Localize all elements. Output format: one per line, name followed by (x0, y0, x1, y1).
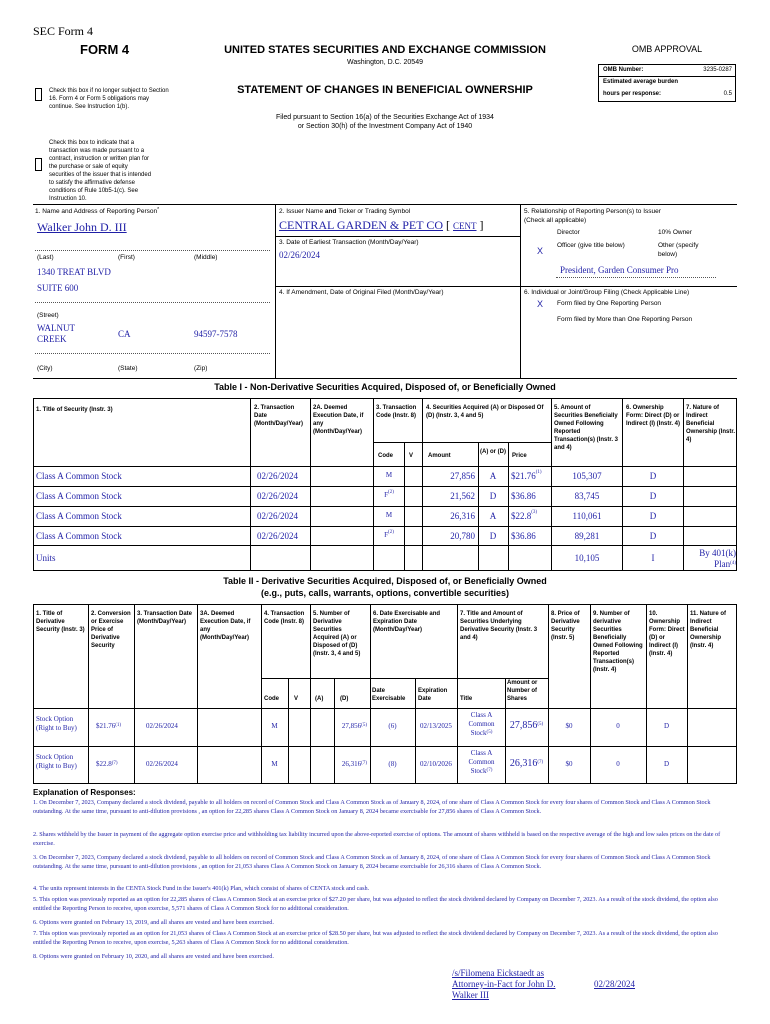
transaction-code: M (385, 511, 393, 519)
commission-name: UNITED STATES SECURITIES AND EXCHANGE COMMISSION (224, 44, 546, 56)
one-person-option[interactable]: Form filed by One Reporting Person (557, 300, 662, 307)
explanation-item: 6. Options were granted on February 13, 2019, and all shares are vested and have been exercised. (33, 919, 274, 926)
nature-of-ownership: By 401(k) Plan$^{(4)}$ (699, 548, 736, 569)
transaction-date: 02/26/2024 (146, 760, 178, 768)
price: $22.8$^{(3)}$ (511, 510, 538, 521)
middle-label: (Middle) (194, 254, 218, 261)
t2-subheader-date-exercisable: Date Exercisable (372, 688, 406, 702)
t2-header-title: 1. Title of Derivative Security (Instr. 3) (36, 611, 85, 633)
explanation-title: Explanation of Responses: (33, 788, 136, 797)
t2-subheader-d: (D) (340, 696, 349, 702)
t2-subheader-code: Code (264, 696, 279, 702)
box4-label: 4. If Amendment, Date of Original Filed (Month/Day/Year) (279, 289, 444, 296)
box5-label: 5. Relationship of Reporting Person(s) to Issuer (524, 208, 661, 215)
zip-label: (Zip) (194, 365, 208, 372)
t2-header-underlying: 7. Title and Amount of Securities Underlying Derivative Security (Instr. 3 and 4) (460, 611, 538, 641)
t1-subheader-a-or-d: (A) or (D) (480, 449, 506, 455)
transaction-code: M (271, 760, 278, 768)
box6-label: 6. Individual or Joint/Group Filing (Check Applicable Line) (524, 289, 690, 296)
amount: 26,316 (450, 511, 475, 521)
derivatives-owned: 0 (616, 722, 620, 730)
filed-pursuant-2: or Section 30(h) of the Investment Company Act of 1940 (297, 123, 473, 130)
price: $36.86 (511, 491, 536, 501)
t1-header-nature: 7. Nature of Indirect Beneficial Ownership (Instr. 4) (686, 405, 736, 443)
form-title: FORM 4 (80, 42, 130, 57)
derivative-price: $0 (565, 760, 573, 768)
section16-checkbox[interactable] (35, 88, 42, 101)
t2-header-exercisable: 6. Date Exercisable and Expiration Date (Month/Day/Year) (373, 611, 441, 633)
ownership-form: D (663, 722, 670, 730)
ownership-form: D (663, 760, 670, 768)
underlying-title: Class A Common Stock$^{(5)}$ (468, 711, 495, 737)
transaction-code: M (385, 471, 393, 479)
ticker-symbol[interactable]: CENT (453, 221, 477, 231)
disposed-amount: 27,856$^{(5)}$ (341, 722, 367, 730)
omb-hours-value: 0.5 (723, 91, 732, 97)
security-title: Class A Common Stock (36, 531, 122, 541)
explanation-item: 5. This option was previously reported as an option for 22,285 shares of Class A Common Stock at an exercise price of $27.20 per share, but was adjusted to reflect the stock dividend declared by Company on December 7, 2023. As a result of the stock dividend, the option also entitled the Reporting Person to receive, upon exercise, 5,571 shares of Class A Common Stock for no additional consideration. (33, 896, 718, 912)
transaction-date: 02/26/2024 (257, 511, 299, 521)
amount-owned: 10,105 (574, 553, 600, 563)
t2-subheader-amount: Amount or Number of Shares (507, 680, 538, 702)
street-label: (Street) (37, 312, 59, 319)
expiration-date: 02/10/2026 (420, 760, 452, 768)
t1-header-ownership: 6. Ownership Form: Direct (D) or Indirect (I) (Instr. 4) (626, 405, 681, 427)
t1-subheader-amount: Amount (428, 453, 451, 459)
amount-owned: 105,307 (572, 471, 602, 481)
price: $21.76$^{(1)}$ (511, 470, 542, 481)
security-title: Class A Common Stock (36, 511, 122, 521)
ownership-form: I (651, 553, 655, 563)
t1-header-date: 2. Transaction Date (Month/Day/Year) (254, 405, 304, 427)
explanation-item: 4. The units represent interests in the CENTA Stock Fund in the Issuer's 401(k) Plan, which consist of shares of CENTA stock and cash. (33, 885, 370, 892)
table2-title: Table II - Derivative Securities Acquired, Disposed of, or Beneficially Owned (223, 576, 547, 586)
t2-subheader-a: (A) (315, 696, 324, 702)
street-line-2: SUITE 600 (37, 283, 79, 293)
street-line-1: 1340 TREAT BLVD (37, 267, 111, 277)
amount: 20,780 (450, 531, 475, 541)
officer-option[interactable]: Officer (give title below) (557, 242, 625, 249)
explanation-item: 8. Options were granted on February 10, 2020, and all shares are vested and have been exercised. (33, 953, 274, 960)
rule10b51-checkbox-label: Check this box to indicate that a transaction was made pursuant to a contract, instruction or written plan for the purchase or sale of equity securities of the issuer that is intended to satisfy the affirmative defense conditions of Rule 10b5-1(c). See Instruction 10. (49, 140, 152, 202)
t2-header-code: 4. Transaction Code (Instr. 8) (264, 611, 305, 625)
omb-title: OMB APPROVAL (631, 44, 703, 54)
price: $36.86 (511, 531, 536, 541)
derivatives-owned: 0 (616, 760, 620, 768)
first-label: (First) (118, 254, 135, 261)
ten-percent-owner-option[interactable]: 10% Owner (658, 229, 692, 236)
date-exercisable: (8) (388, 760, 397, 768)
box2-label: 2. Issuer Name and Ticker or Trading Symbol (279, 208, 411, 215)
section16-checkbox-label: Check this box if no longer subject to Section 16. Form 4 or Form 5 obligations may continue. See Instruction 1(b). (49, 88, 169, 110)
box5-label-2: (Check all applicable) (524, 217, 587, 224)
commission-location: Washington, D.C. 20549 (346, 59, 423, 66)
omb-hours-label: hours per response: (603, 91, 662, 97)
t2-subheader-title: Title (460, 696, 473, 702)
ownership-form: D (649, 471, 657, 481)
explanation-item: 1. On December 7, 2023, Company declared a stock dividend, payable to all holders on record of Common Stock and Class A Common Stock as of January 8, 2024, of one share of Class A Common Stock for every four shares of Common Stock and Class A Common Stock outstanding. At the same time, pursuant to anti-dilution provisions , an option for 22,285 shares Class A Common Stock on January 8, 2024 became exercisable for 27,856 shares of Class A Common Stock. (33, 799, 711, 815)
box3-label: 3. Date of Earliest Transaction (Month/Day/Year) (279, 239, 419, 246)
transaction-date: 02/26/2024 (257, 471, 299, 481)
acquired-disposed: A (489, 511, 497, 521)
t2-subheader-expiration: Expiration Date (418, 688, 448, 702)
sec-form-label: SEC Form 4 (33, 24, 94, 38)
security-title: Class A Common Stock (36, 491, 122, 501)
underlying-title: Class A Common Stock$^{(7)}$ (468, 749, 495, 775)
omb-burden-label: Estimated average burden (603, 79, 679, 85)
rule10b51-checkbox[interactable] (35, 158, 42, 171)
issuer-name-text[interactable]: CENTRAL GARDEN & PET CO (279, 218, 444, 232)
conversion-price: $22.8$^{(7)}$ (96, 760, 118, 768)
zip-value: 94597-7578 (194, 329, 238, 339)
conversion-price: $21.76$^{(1)}$ (96, 722, 122, 730)
transaction-date: 02/26/2024 (257, 491, 299, 501)
derivative-price: $0 (565, 722, 573, 730)
t2-header-date: 3. Transaction Date (Month/Day/Year) (137, 611, 193, 625)
t1-subheader-code: Code (378, 453, 393, 459)
expiration-date: 02/13/2025 (420, 722, 452, 730)
issuer-name[interactable]: CENTRAL GARDEN & PET CO [ CENT ] (279, 218, 484, 232)
t2-header-number: 5. Number of Derivative Securities Acquired (A) or Disposed of (D) (Instr. 3, 4 and 5) (313, 611, 361, 657)
officer-title: President, Garden Consumer Pro (560, 265, 679, 275)
t1-header-amount-owned: 5. Amount of Securities Beneficially Owned Following Reported Transaction(s) (Instr. 3 and 4) (554, 405, 619, 451)
ownership-form: D (649, 531, 657, 541)
derivative-title: Stock Option (Right to Buy) (36, 753, 77, 770)
date-exercisable: (6) (388, 722, 397, 730)
reporting-person-name[interactable]: Walker John D. III (37, 220, 127, 234)
box1-label: 1. Name and Address of Reporting Person* (35, 207, 160, 215)
omb-number-label: OMB Number: (603, 67, 644, 73)
t2-header-deemed: 3A. Deemed Execution Date, if any (Month/Day/Year) (200, 611, 251, 641)
transaction-code: M (271, 722, 278, 730)
amount-owned: 110,061 (572, 511, 602, 521)
last-label: (Last) (37, 254, 54, 261)
transaction-code: $F^{(2)}$ (384, 530, 394, 539)
security-title: Units (36, 553, 56, 563)
statement-title: STATEMENT OF CHANGES IN BENEFICIAL OWNERSHIP (237, 84, 533, 96)
state-label: (State) (118, 365, 138, 372)
amount-owned: 89,281 (574, 531, 600, 541)
amount: 27,856 (450, 471, 475, 481)
underlying-amount: 26,316$^{(7)}$ (509, 758, 544, 769)
explanation-item: 3. On December 7, 2023, Company declared a stock dividend, payable to all holders on record of Common Stock and Class A Common Stock as of January 8, 2024, of one share of Class A Common Stock for every four shares of Common Stock and Class A Common Stock outstanding. At the same time, pursuant to anti-dilution provisions , an option for 21,053 shares Class A Common Stock on January 8, 2024 became exercisable for 26,316 shares of Class A Common Stock. (33, 854, 711, 870)
acquired-disposed: A (489, 471, 497, 481)
explanation-item: 7. This option was previously reported as an option for 21,053 shares of Class A Common Stock at an exercise price of $28.50 per share, but was adjusted to reflect the stock dividend declared by Company on December 7, 2023. As a result of the stock dividend, the option also entitled the Reporting Person to receive, upon exercise, 5,263 shares of Class A Common Stock for no additional consideration. (33, 930, 718, 946)
derivative-title: Stock Option (Right to Buy) (36, 715, 77, 732)
t1-subheader-v: V (409, 453, 414, 459)
t2-header-ownership: 10. Ownership Form: Direct (D) or Indirect (I) (Instr. 4) (649, 611, 685, 657)
disposed-amount: 26,316$^{(7)}$ (341, 760, 367, 768)
t2-header-conversion: 2. Conversion or Exercise Price of Derivative Security (91, 611, 131, 649)
t2-header-owned: 9. Number of derivative Securities Beneficially Owned Following Reported Transaction(s) (Instr. 4) (593, 611, 643, 673)
t2-header-nature: 11. Nature of Indirect Beneficial Ownership (Instr. 4) (690, 611, 727, 649)
table1-title: Table I - Non-Derivative Securities Acquired, Disposed of, or Beneficially Owned (214, 382, 556, 392)
amount-owned: 83,745 (574, 491, 600, 501)
t1-subheader-price: Price (512, 453, 527, 459)
t1-header-deemed: 2A. Deemed Execution Date, if any (Month/Day/Year) (313, 405, 364, 435)
signature-date: 02/28/2024 (594, 979, 636, 989)
acquired-disposed: D (489, 491, 497, 501)
transaction-date: 02/26/2024 (257, 531, 299, 541)
security-title: Class A Common Stock (36, 471, 122, 481)
omb-number-value: 3235-0287 (703, 67, 732, 73)
ownership-form: D (649, 511, 657, 521)
t1-header-title: 1. Title of Security (Instr. 3) (36, 407, 113, 413)
more-persons-option[interactable]: Form filed by More than One Reporting Person (557, 316, 693, 323)
t2-header-price: 8. Price of Derivative Security (Instr. 5) (551, 611, 580, 641)
acquired-disposed: D (489, 531, 497, 541)
city-label: (City) (37, 365, 53, 372)
earliest-transaction-date: 02/26/2024 (279, 250, 321, 260)
transaction-date: 02/26/2024 (146, 722, 178, 730)
city-value: WALNUT CREEK (37, 323, 75, 344)
explanation-item: 2. Shares withheld by the Issuer in payment of the aggregate option exercise price and withholding tax liability incurred upon the above-reported exercise of options. The amount of shares withheld is based on the respective average of the high and low sales prices on the date of exercise. (33, 831, 721, 847)
other-option[interactable]: Other (specify below) (658, 242, 699, 258)
filed-pursuant-1: Filed pursuant to Section 16(a) of the Securities Exchange Act of 1934 (276, 114, 494, 121)
transaction-code: $F^{(2)}$ (384, 490, 394, 499)
underlying-amount: 27,856$^{(5)}$ (509, 720, 544, 731)
signature: /s/Filomena Eickstaedt as Attorney-in-Fact for John D. Walker III (452, 968, 556, 1000)
one-person-check-mark[interactable]: X (537, 299, 544, 309)
t1-header-code: 3. Transaction Code (Instr. 8) (376, 405, 417, 419)
director-option[interactable]: Director (557, 229, 580, 236)
t2-subheader-v: V (294, 696, 299, 702)
amount: 21,562 (450, 491, 475, 501)
table2-subtitle: (e.g., puts, calls, warrants, options, convertible securities) (260, 588, 510, 598)
t1-header-securities: 4. Securities Acquired (A) or Disposed Of (D) (Instr. 3, 4 and 5) (426, 405, 544, 419)
officer-check-mark[interactable]: X (537, 246, 544, 256)
state-value: CA (118, 329, 131, 339)
ownership-form: D (649, 491, 657, 501)
